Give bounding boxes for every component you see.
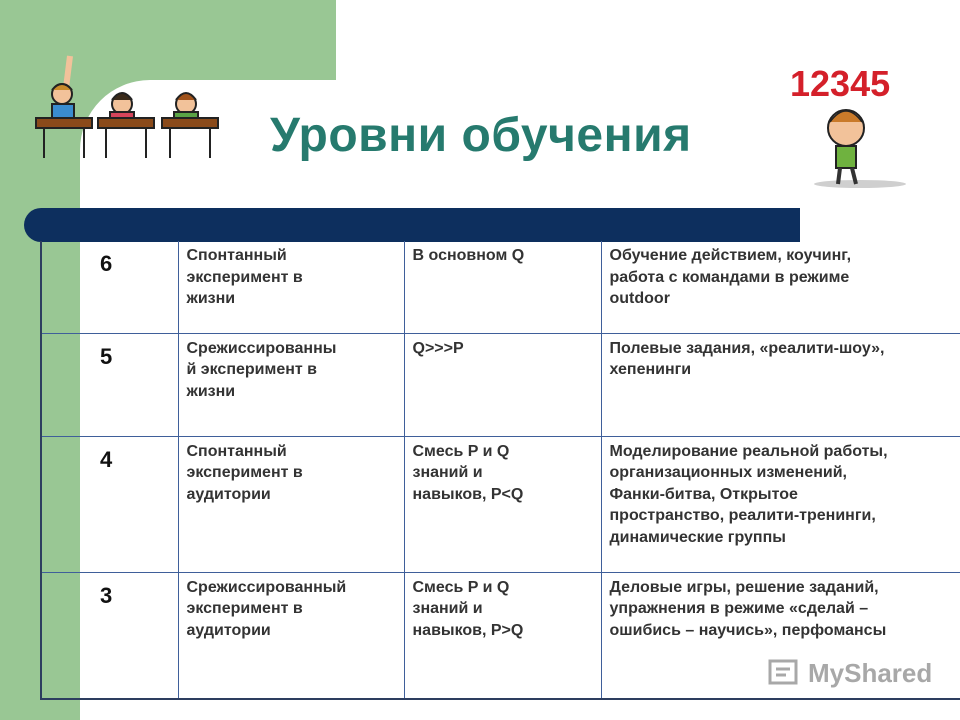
learning-type-line: эксперимент в [186, 464, 303, 482]
header-bar [24, 208, 800, 242]
knowledge-line: Q>>>P [412, 339, 464, 357]
learning-type-cell [178, 241, 404, 333]
methods-line: работа с командами в режиме [609, 268, 850, 286]
methods-line: организационных изменений, [609, 464, 847, 482]
methods-cell [601, 333, 960, 436]
methods-line: Моделирование реальной работы, [609, 442, 888, 460]
watermark [768, 658, 932, 689]
methods-line: ошибись – научись», перфомансы [609, 621, 887, 639]
knowledge-line: Смесь P и Q [412, 578, 510, 596]
learning-type-cell [178, 436, 404, 572]
knowledge-line: навыков, P>Q [412, 621, 524, 639]
level-line: 3 [100, 582, 113, 608]
learning-type-line: Срежиссированны [186, 339, 337, 357]
slide-title: Уровни обучения [270, 109, 692, 162]
level-cell [40, 436, 178, 572]
learning-type-cell [178, 333, 404, 436]
watermark-logo-icon [768, 659, 802, 689]
methods-line: динамические группы [609, 528, 786, 546]
level-line: 6 [100, 251, 113, 276]
learning-type-line: аудитории [186, 485, 271, 503]
methods-line: Фанки-битва, Открытое [609, 485, 798, 503]
methods-line: хепенинги [609, 361, 692, 379]
level-line: 4 [100, 446, 113, 472]
levels-table [40, 241, 960, 700]
knowledge-cell [404, 333, 601, 436]
learning-type-cell [178, 572, 404, 700]
methods-line: Деловые игры, решение заданий, [609, 578, 879, 596]
learning-type-line: Спонтанный [186, 442, 287, 460]
numbers-glyphs: 12345 [790, 63, 891, 104]
learning-type-line: эксперимент в [186, 600, 303, 618]
methods-line: Обучение действием, коучинг, [609, 247, 852, 264]
knowledge-cell [404, 572, 601, 700]
methods-line: упражнения в режиме «сделай – [609, 600, 869, 618]
watermark-text: MyShared [808, 658, 933, 688]
learning-type-line: Спонтанный [186, 247, 287, 264]
learning-type-line: эксперимент в [186, 268, 303, 286]
table-row [40, 333, 960, 436]
knowledge-line: Смесь P и Q [412, 442, 510, 460]
level-line: 5 [100, 343, 113, 369]
thinking-boy-with-numbers-illustration [760, 46, 930, 190]
knowledge-cell [404, 241, 601, 333]
table-row [40, 436, 960, 572]
table-row [40, 241, 960, 333]
knowledge-line: навыков, P<Q [412, 485, 524, 503]
levels-table-body [40, 241, 960, 700]
methods-line: Полевые задания, «реалити-шоу», [609, 339, 885, 357]
methods-cell [601, 436, 960, 572]
learning-type-line: жизни [186, 290, 236, 308]
levels-table-container [40, 241, 960, 700]
knowledge-line: В основном Q [412, 247, 525, 264]
knowledge-cell [404, 436, 601, 572]
knowledge-line: знаний и [412, 464, 483, 482]
learning-type-line: аудитории [186, 621, 271, 639]
students-at-desks-illustration [30, 48, 230, 166]
learning-type-line: жизни [186, 382, 236, 400]
learning-type-line: й эксперимент в [186, 361, 317, 379]
methods-line: outdoor [609, 290, 670, 308]
level-cell [40, 572, 178, 700]
level-cell [40, 333, 178, 436]
knowledge-line: знаний и [412, 600, 483, 618]
learning-type-line: Срежиссированный [186, 578, 347, 596]
level-cell [40, 241, 178, 333]
methods-cell [601, 241, 960, 333]
methods-line: пространство, реалити-тренинги, [609, 507, 876, 525]
